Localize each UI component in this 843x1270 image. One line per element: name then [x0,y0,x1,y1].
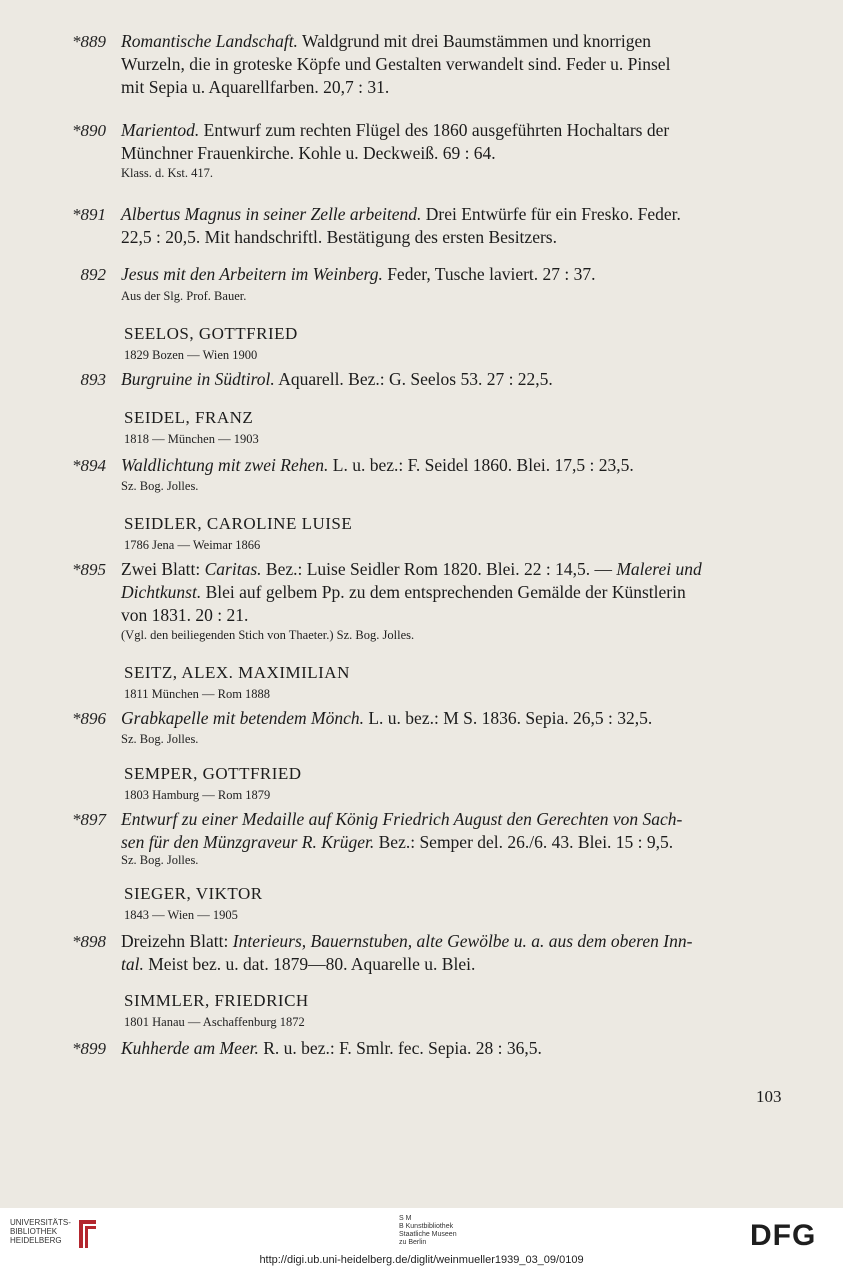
entry-description: Blei auf gelbem Pp. zu dem entsprechenden Gemälde der Künstlerin [205,582,686,602]
entry-line: 22,5 : 20,5. Mit handschriftl. Bestätigung des ersten Besitzers. [121,227,557,247]
artist-dates: 1786 Jena — Weimar 1866 [124,538,261,552]
artist-dates: 1818 — München — 1903 [124,432,259,446]
entry-number: *894 [72,456,106,475]
entry-title: Marientod. [121,120,200,140]
artist-name: SIEGER, VIKTOR [124,884,263,903]
entry-description: L. u. bez.: M S. 1836. Sepia. 26,5 : 32,5. [368,708,653,728]
entry-note: Klass. d. Kst. 417. [121,166,214,180]
artist-name: SEIDLER, CAROLINE LUISE [124,514,353,533]
entry-line [121,708,652,729]
entry-title: Romantische Landschaft. [121,31,298,51]
entry-line: von 1831. 20 : 21. [121,605,249,625]
university-line: UNIVERSITÄTS- [10,1218,71,1227]
entry-title-2: Malerei und [616,559,702,579]
entry-description: Bez.: Luise Seidler Rom 1820. Blei. 22 : 14,5. — [265,559,612,579]
entry-note: Sz. Bog. Jolles. [121,479,199,493]
artist-dates: 1843 — Wien — 1905 [124,908,238,922]
entry-description: R. u. bez.: F. Smlr. fec. Sepia. 28 : 36,5. [263,1038,542,1058]
entry-line: Wurzeln, die in groteske Köpfe und Gestalten verwandelt sind. Feder u. Pinsel [121,54,671,74]
entry-number: 893 [80,370,106,389]
entry-line: Münchner Frauenkirche. Kohle u. Deckweiß. 69 : 64. [121,143,496,163]
artist-dates: 1801 Hanau — Aschaffenburg 1872 [124,1015,305,1029]
entry-title: Caritas. [204,559,262,579]
entry-line [121,120,669,141]
artist-name: SEMPER, GOTTFRIED [124,764,302,783]
entry-note: Aus der Slg. Prof. Bauer. [121,289,247,303]
entry-note: Sz. Bog. Jolles. [121,732,199,746]
entry-number: *899 [72,1039,106,1058]
entry-line [121,832,673,853]
entry-title: Jesus mit den Arbeitern im Weinberg. [121,264,383,284]
entry-line [121,264,596,285]
university-line: BIBLIOTHEK [10,1227,58,1236]
artist-name: SEITZ, ALEX. MAXIMILIAN [124,663,350,682]
entry-title-cont: sen für den Münzgraveur R. Krüger. [121,832,375,852]
entry-number: *898 [72,932,106,951]
entry-description: Bez.: Semper del. 26./6. 43. Blei. 15 : 9,5. [378,832,674,852]
source-url-link[interactable]: http://digi.ub.uni-heidelberg.de/diglit/weinmueller1939_03_09/0109 [259,1254,584,1266]
entry-title: Grabkapelle mit betendem Mönch. [121,708,364,728]
entry-title: Interieurs, Bauernstuben, alte Gewölbe u. a. aus dem oberen Inn- [232,931,693,951]
sm-line: B Kunstbibliothek [399,1223,454,1230]
entry-title: Waldlichtung mit zwei Rehen. [121,455,329,475]
entry-title: Kuhherde am Meer. [121,1038,259,1058]
entry-description: Feder, Tusche laviert. 27 : 37. [387,264,596,284]
entry-title-cont: Dichtkunst. [121,582,202,602]
artist-dates: 1803 Hamburg — Rom 1879 [124,788,271,802]
entry-line [121,31,651,52]
entry-line [121,1038,542,1059]
entry-description: Aquarell. Bez.: G. Seelos 53. 27 : 22,5. [278,369,553,389]
entry-title-cont: tal. [121,954,144,974]
entry-number: *897 [72,810,106,829]
entry-prefix: Zwei Blatt: [121,559,201,579]
entry-line [121,582,686,603]
entry-number: *896 [72,709,106,728]
entry-prefix: Dreizehn Blatt: [121,931,229,951]
artist-name: SIMMLER, FRIEDRICH [124,991,309,1010]
entry-title: Burgruine in Südtirol. [121,369,275,389]
entry-line [121,931,692,952]
entry-description: Drei Entwürfe für ein Fresko. Feder. [425,204,681,224]
university-library-label [10,1218,71,1245]
artist-name: SEELOS, GOTTFRIED [124,324,298,343]
dfg-logo: DFG [750,1219,817,1252]
entry-title: Entwurf zu einer Medaille auf König Friedrich August den Gerechten von Sach- [121,809,683,829]
entry-number: *890 [72,121,106,140]
entry-title: Albertus Magnus in seiner Zelle arbeitend. [121,204,422,224]
entry-line [121,369,553,390]
entry-number: *895 [72,560,106,579]
entry-description: Meist bez. u. dat. 1879—80. Aquarelle u. Blei. [148,954,476,974]
sm-line: S M [399,1215,412,1222]
entry-line [121,455,634,476]
artist-dates: 1829 Bozen — Wien 1900 [124,348,258,362]
entry-line [121,204,681,225]
page-number: 103 [756,1087,782,1106]
entry-description: L. u. bez.: F. Seidel 1860. Blei. 17,5 : 23,5. [332,455,634,475]
entry-note: Sz. Bog. Jolles. [121,853,199,867]
sm-kunstbibliothek-label [399,1215,457,1247]
entry-description: Entwurf zum rechten Flügel des 1860 ausgeführten Hochaltars der [203,120,670,140]
sm-line: zu Berlin [399,1239,427,1246]
artist-dates: 1811 München — Rom 1888 [124,687,271,701]
entry-number: 892 [80,265,106,284]
artist-name: SEIDEL, FRANZ [124,408,254,427]
sm-line: Staatliche Museen [399,1231,457,1238]
entry-line: mit Sepia u. Aquarellfarben. 20,7 : 31. [121,77,390,97]
entry-line [121,559,702,580]
university-line: HEIDELBERG [10,1236,62,1245]
entry-note: (Vgl. den beiliegenden Stich von Thaeter.) Sz. Bog. Jolles. [121,628,415,642]
entry-number: *889 [72,32,106,51]
university-logo-icon [76,1217,100,1251]
entry-number: *891 [72,205,106,224]
entry-description: Waldgrund mit drei Baumstämmen und knorrigen [302,31,652,51]
entry-line [121,954,475,975]
